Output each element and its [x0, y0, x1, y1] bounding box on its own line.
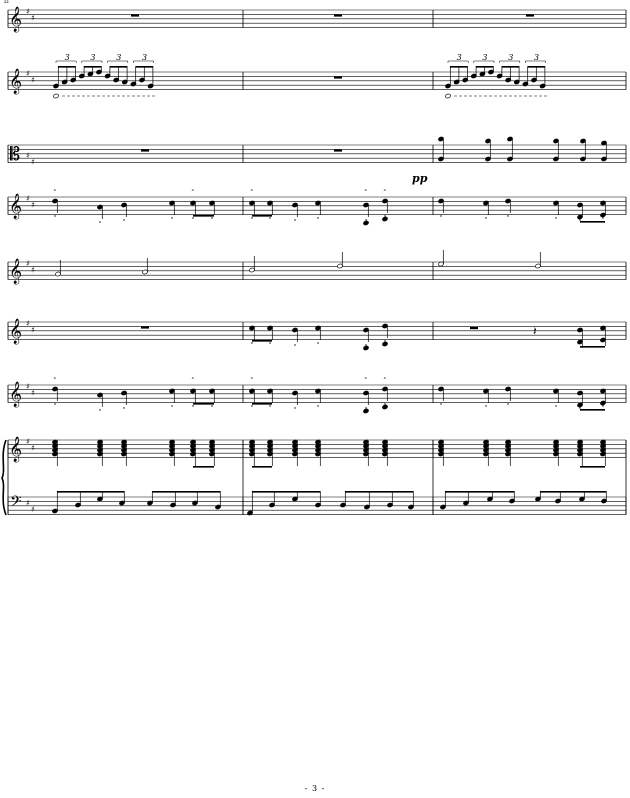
treble-clef-icon: 𝄞 — [9, 69, 23, 94]
staccato-dot — [192, 405, 193, 406]
accent-icon: ˄ — [53, 189, 57, 197]
beam — [252, 466, 272, 468]
sharp-icon: ♯ — [26, 69, 30, 78]
staccato-dot — [54, 403, 55, 404]
note-head — [363, 220, 369, 225]
sharp-icon: ♯ — [31, 388, 35, 398]
beam — [252, 403, 272, 405]
tuplet-number: 3 — [64, 53, 70, 62]
staccato-dot — [171, 405, 172, 406]
staccato-dot — [251, 405, 252, 406]
note-head — [363, 345, 369, 350]
quarter-rest-icon: 𝄽 — [533, 324, 537, 338]
beam — [540, 491, 606, 493]
treble-clef-icon: 𝄞 — [9, 194, 23, 219]
sharp-icon: ♯ — [26, 150, 30, 160]
sharp-icon: ♯ — [31, 75, 35, 85]
bass-clef-icon: 𝄢 — [10, 493, 22, 514]
staccato-dot — [507, 403, 508, 404]
accent-icon: ˄ — [191, 377, 195, 385]
staccato-dot — [269, 342, 270, 343]
beam — [136, 66, 153, 68]
sharp-icon: ♯ — [31, 325, 35, 335]
whole-rest-icon — [334, 76, 342, 78]
dynamic-pp: pp — [412, 172, 428, 185]
note-head — [577, 402, 583, 407]
sharp-icon: ♯ — [26, 382, 30, 391]
note-head — [577, 214, 583, 219]
sharp-icon: ♯ — [31, 505, 35, 514]
tuplet-number: 3 — [482, 53, 488, 62]
staccato-dot — [294, 219, 295, 220]
sharp-icon: ♯ — [31, 443, 35, 453]
accent-icon: ˄ — [383, 377, 387, 385]
beam — [528, 66, 545, 68]
whole-rest-icon — [141, 326, 149, 328]
sharp-icon: ♯ — [26, 7, 30, 16]
tuplet-number: 3 — [534, 53, 540, 62]
staccato-dot — [211, 217, 212, 218]
staccato-dot — [485, 217, 486, 218]
staccato-dot — [317, 342, 318, 343]
sharp-icon: ♯ — [26, 498, 30, 508]
staccato-dot — [365, 219, 366, 220]
accent-icon: ˄ — [364, 377, 368, 385]
staccato-dot — [579, 219, 580, 220]
staccato-dot — [294, 407, 295, 408]
beam — [252, 340, 272, 342]
accent-icon: ˄ — [250, 189, 254, 197]
note-head — [600, 400, 606, 405]
staccato-dot — [485, 405, 486, 406]
page-number: - 3 - — [304, 784, 326, 793]
whole-rest-icon — [141, 149, 149, 151]
whole-rest-icon — [334, 149, 342, 151]
staccato-dot — [251, 217, 252, 218]
staccato-dot — [99, 221, 100, 222]
staccato-dot — [99, 409, 100, 410]
beam — [345, 491, 413, 493]
treble-clef-icon: 𝄞 — [9, 382, 23, 407]
staccato-dot — [555, 217, 556, 218]
tuplet-number: 3 — [90, 53, 96, 62]
staccato-dot — [384, 403, 385, 404]
beam — [110, 66, 127, 68]
treble-clef-icon: 𝄞 — [9, 259, 23, 284]
sharp-icon: ♯ — [26, 194, 30, 203]
corner-mark: ²² — [4, 0, 9, 7]
treble-clef-icon: 𝄞 — [9, 7, 23, 32]
beam — [84, 66, 101, 68]
tuplet-number: 3 — [456, 53, 462, 62]
note-head — [382, 216, 388, 221]
staccato-dot — [269, 405, 270, 406]
accent-icon: ˄ — [364, 189, 368, 197]
low-note-head — [53, 93, 59, 98]
staccato-dot — [269, 217, 270, 218]
sharp-icon: ♯ — [26, 319, 30, 328]
beam — [152, 491, 220, 493]
note-head — [600, 212, 606, 217]
accent-icon: ˄ — [250, 377, 254, 385]
whole-rest-icon — [526, 14, 534, 16]
beam — [580, 466, 605, 468]
treble-clef-icon: 𝄞 — [9, 437, 23, 462]
staccato-dot — [579, 407, 580, 408]
accent-icon: ˄ — [191, 189, 195, 197]
beam — [58, 66, 75, 68]
sharp-icon: ♯ — [31, 13, 35, 23]
whole-rest-icon — [131, 14, 139, 16]
staccato-dot — [507, 215, 508, 216]
beam — [476, 66, 493, 68]
tuplet-number: 3 — [116, 53, 122, 62]
beam — [57, 491, 124, 493]
staccato-dot — [384, 215, 385, 216]
staff-system — [2, 6, 626, 515]
staccato-dot — [365, 407, 366, 408]
beam — [193, 403, 214, 405]
beam — [252, 491, 320, 493]
staccato-dot — [171, 217, 172, 218]
half-rest-icon — [470, 327, 478, 329]
beam — [252, 215, 272, 217]
beam — [580, 221, 605, 223]
beam — [580, 346, 605, 348]
staccato-dot — [602, 405, 603, 406]
staccato-dot — [251, 342, 252, 343]
sharp-icon: ♯ — [26, 259, 30, 268]
staccato-dot — [317, 405, 318, 406]
sharp-icon: ♯ — [31, 265, 35, 275]
staccato-dot — [123, 219, 124, 220]
low-note-head — [445, 93, 451, 98]
staccato-dot — [440, 403, 441, 404]
note-head — [382, 341, 388, 346]
staccato-dot — [54, 215, 55, 216]
beam — [193, 466, 214, 468]
piano-brace-icon — [2, 440, 6, 515]
staccato-dot — [602, 217, 603, 218]
treble-clef-icon: 𝄞 — [9, 319, 23, 344]
staccato-dot — [211, 405, 212, 406]
staccato-dot — [555, 405, 556, 406]
accent-icon: ˄ — [383, 189, 387, 197]
beam — [445, 491, 514, 493]
beam — [450, 66, 467, 68]
sharp-icon: ♯ — [31, 200, 35, 210]
note-head — [382, 404, 388, 409]
staccato-dot — [384, 340, 385, 341]
staccato-dot — [294, 344, 295, 345]
whole-rest-icon — [334, 14, 342, 16]
alto-clef-icon: 𝄡 — [10, 144, 21, 165]
staccato-dot — [317, 217, 318, 218]
beam — [502, 66, 519, 68]
sharp-icon: ♯ — [26, 437, 30, 446]
staccato-dot — [365, 344, 366, 345]
tuplet-number: 3 — [142, 53, 148, 62]
accent-icon: ˄ — [53, 377, 57, 385]
staccato-dot — [440, 215, 441, 216]
sharp-icon: ♯ — [31, 157, 35, 167]
staccato-dot — [192, 217, 193, 218]
tuplet-number: 3 — [508, 53, 514, 62]
beam — [580, 409, 605, 411]
staccato-dot — [123, 407, 124, 408]
beam — [193, 215, 214, 217]
note-head — [363, 408, 369, 413]
